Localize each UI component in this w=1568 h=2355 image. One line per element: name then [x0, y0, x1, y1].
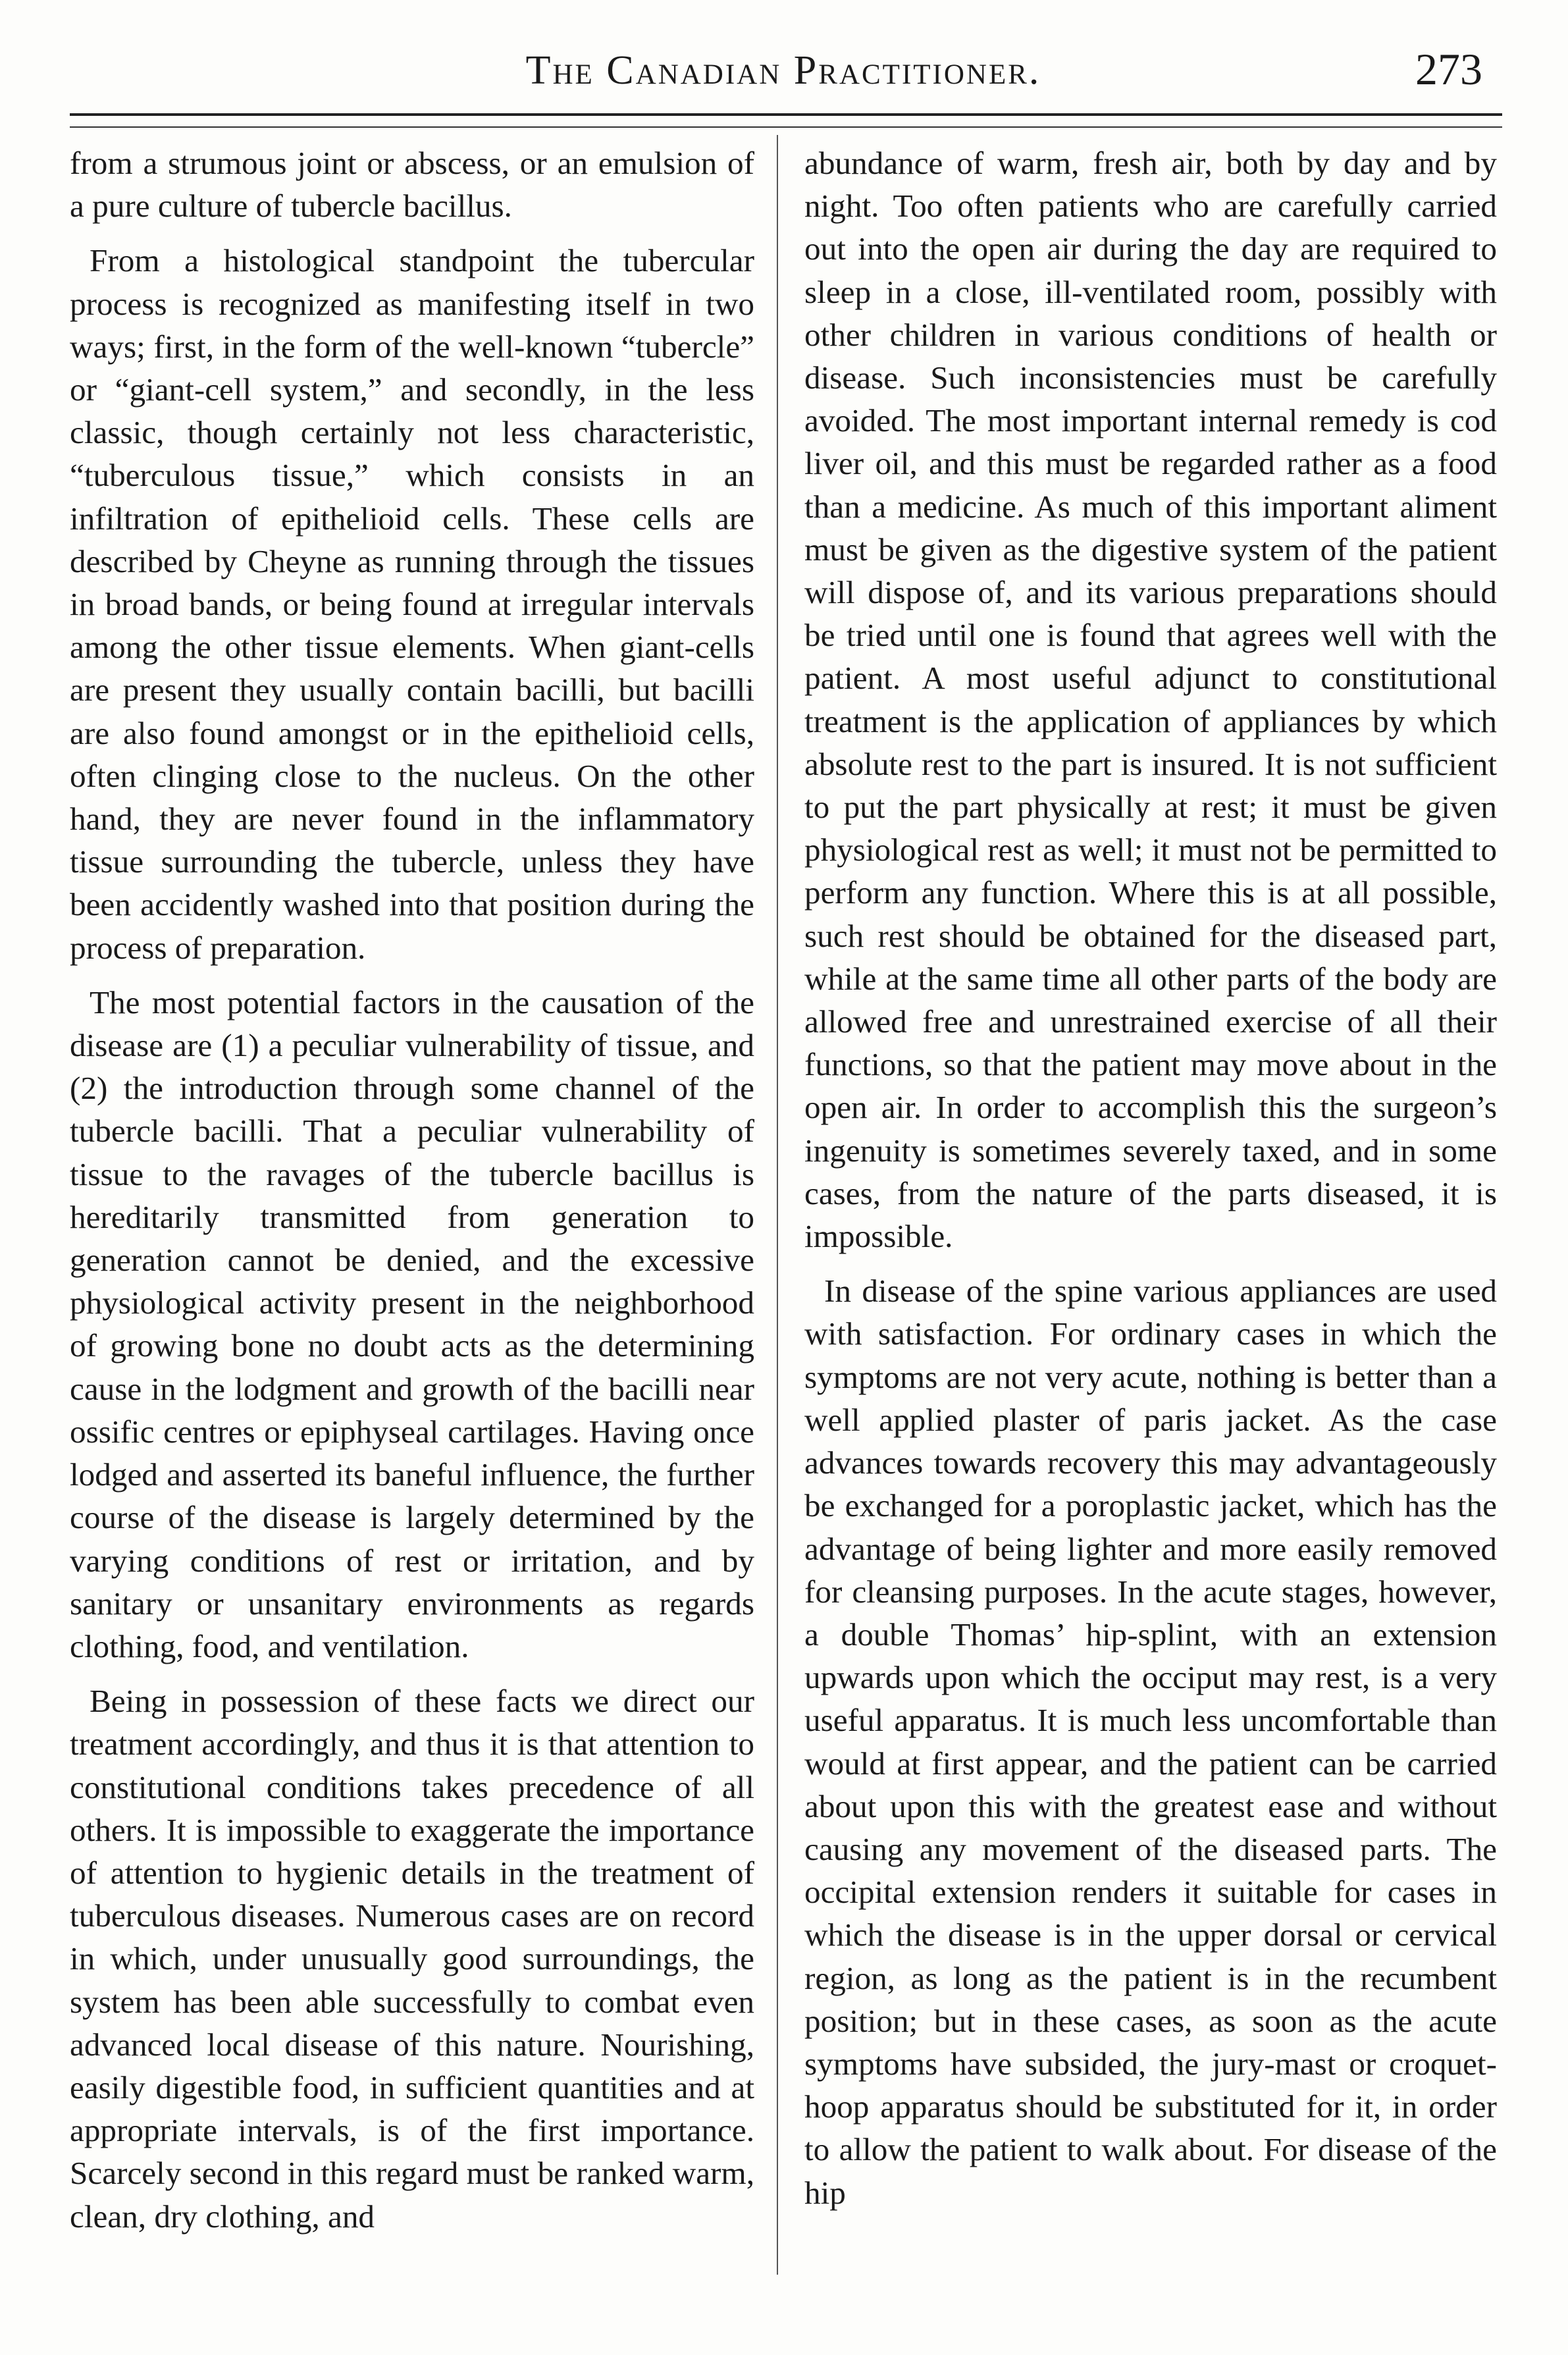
journal-title: The Canadian Practitioner.: [525, 48, 1041, 93]
left-paragraph-3: The most potential factors in the causation of the disease are (1) a peculiar vulnerability of tissue, and (2) the introduction through some channel of the tubercle bacilli. That a peculiar vulnerability of tissue to the ravages of the tubercle bacillus is hereditarily transmitted from generation to generation cannot be denied, and the excessive physiological activity present in the neighborhood of growing bone no doubt acts as the determining cause in the lodgment and growth of the bacilli near ossific centres or epiphyseal cartilages. Having once lodged and asserted its baneful influence, the further course of the disease is largely determined by the varying conditions of rest or irritation, and by sanitary or unsanitary environments as regards clothing, food, and ventilation.: [70, 984, 754, 1664]
left-column: [70, 142, 754, 2238]
right-paragraph-2: In disease of the spine various appliances are used with satisfaction. For ordinary cases in which the symptoms are not very acute, nothing is better than a well applied plaster of paris jacket. As the case advances towards recovery this may advantageously be exchanged for a poroplastic jacket, which has the advantage of being lighter and more easily removed for cleansing purposes. In the acute stages, however, a double Thomas’ hip-splint, with an extension upwards upon which the occiput may rest, is a very useful apparatus. It is much less uncomfortable than would at first appear, and the patient can be carried about upon this with the greatest ease and without causing any movement of the diseased parts. The occipital extension renders it suitable for cases in which the disease is in the upper dorsal or cervical region, as long as the patient is in the recumbent position; but in these cases, as soon as the acute symptoms have subsided, the jury-mast or croquet-hoop apparatus should be substituted for it, in order to allow the patient to walk about. For disease of the hip: [804, 1273, 1497, 2211]
column-divider: [777, 135, 778, 2275]
running-head: [66, 40, 1501, 112]
header-rule-thick: [70, 113, 1502, 116]
left-paragraph-4: Being in possession of these facts we direct our treatment accordingly, and thus it is that attention to constitutional conditions takes precedence of all others. It is impossible to exaggerate the importance of attention to hygienic details in the treatment of tuberculous diseases. Numerous cases are on record in which, under unusually good surroundings, the system has been able successfully to combat even advanced local disease of this nature. Nourishing, easily digestible food, in sufficient quantities and at appropriate intervals, is of the first importance. Scarcely second in this regard must be ranked warm, clean, dry clothing, and: [70, 1683, 754, 2235]
right-column: [804, 142, 1497, 2214]
page-number: 273: [1415, 44, 1482, 94]
left-paragraph-1: from a strumous joint or abscess, or an emulsion of a pure culture of tubercle bacillus.: [70, 145, 754, 225]
left-paragraph-2: From a histological standpoint the tubercular process is recognized as manifesting itself in two ways; first, in the form of the well-known “tubercle” or “giant-cell system,” and secondly, in the less classic, though certainly not less characteristic, “tuberculous tissue,” which consists in an infiltration of epithelioid cells. These cells are described by Cheyne as running through the tissues in broad bands, or being found at irregular intervals among the other tissue elements. When giant-cells are present they usually contain bacilli, but bacilli are also found amongst or in the epithelioid cells, often clinging close to the nucleus. On the other hand, they are never found in the inflammatory tissue surrounding the tubercle, unless they have been accidently washed into that position during the process of preparation.: [70, 242, 754, 966]
right-paragraph-1: abundance of warm, fresh air, both by day and by night. Too often patients who are carefully carried out into the open air during the day are required to sleep in a close, ill-ventilated room, possibly with other children in various conditions of health or disease. Such inconsistencies must be carefully avoided. The most important internal remedy is cod liver oil, and this must be regarded rather as a food than a medicine. As much of this important aliment must be given as the digestive system of the patient will dispose of, and its various preparations should be tried until one is found that agrees well with the patient. A most useful adjunct to constitutional treatment is the application of appliances by which absolute rest to the part is insured. It is not sufficient to put the part physically at rest; it must be given physiological rest as well; it must not be permitted to perform any function. Where this is at all possible, such rest should be obtained for the diseased part, while at the same time all other parts of the body are allowed free and unrestrained exercise of all their functions, so that the patient may move about in the open air. In order to accomplish this the surgeon’s ingenuity is sometimes severely taxed, and in some cases, from the nature of the parts diseased, it is impossible.: [804, 145, 1497, 1255]
header-rule-thin: [70, 126, 1502, 128]
